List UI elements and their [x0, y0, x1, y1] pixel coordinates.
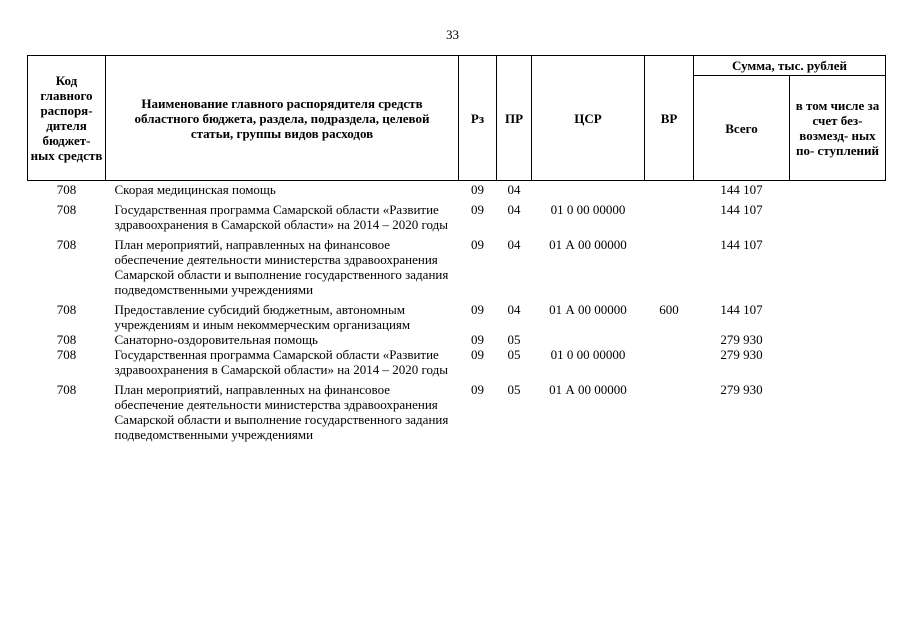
cell-vr [645, 347, 694, 377]
table-row [28, 232, 886, 297]
cell-pr: 04 [507, 302, 521, 317]
cell-vr [645, 232, 694, 297]
cell-csr: 01 А 00 00000 [549, 382, 627, 397]
cell-pr: 05 [507, 332, 521, 347]
cell-name: Санаторно-оздоровительная помощь [114, 332, 318, 347]
header-code: Код главного распоря- дителя бюджет- ных средств [28, 56, 106, 181]
cell-pr: 05 [507, 347, 521, 362]
cell-vr [645, 332, 694, 347]
cell-code: 708 [56, 302, 77, 317]
cell-total: 279 930 [720, 347, 763, 362]
cell-code: 708 [56, 347, 77, 362]
cell-pr: 05 [507, 382, 521, 397]
cell-code: 708 [56, 332, 77, 347]
cell-total: 144 107 [720, 182, 763, 197]
cell-vr: 600 [659, 302, 679, 317]
table-row [28, 347, 886, 377]
header-sum: Сумма, тыс. рублей [694, 56, 886, 76]
cell-rz: 09 [471, 347, 484, 362]
cell-pr: 04 [507, 237, 521, 252]
cell-csr: 01 А 00 00000 [549, 237, 627, 252]
cell-code: 708 [56, 202, 77, 217]
cell-csr: 01 А 00 00000 [549, 302, 627, 317]
table-row [28, 332, 886, 347]
table-body [28, 181, 886, 443]
table-row [28, 181, 886, 198]
cell-total: 144 107 [720, 237, 763, 252]
cell-name: План мероприятий, направленных на финансовое обеспечение деятельности министерства здравоохранения Самарской области и выполнение государственного задания подведомственными учреждениями [114, 237, 449, 297]
cell-rz: 09 [471, 302, 484, 317]
cell-total: 144 107 [720, 302, 763, 317]
cell-name: План мероприятий, направленных на финансовое обеспечение деятельности министерства здравоохранения Самарской области и выполнение государственного задания подведомственными учреждениями [114, 382, 449, 442]
table-row [28, 197, 886, 232]
cell-rz: 09 [471, 332, 484, 347]
cell-rz: 09 [471, 382, 484, 397]
cell-incl [790, 347, 886, 377]
header-vr: ВР [645, 56, 694, 181]
cell-vr [645, 181, 694, 198]
cell-pr: 04 [507, 182, 521, 197]
cell-csr [532, 332, 645, 347]
cell-csr: 01 0 00 00000 [550, 347, 626, 362]
cell-incl [790, 332, 886, 347]
cell-rz: 09 [471, 182, 484, 197]
cell-code: 708 [56, 382, 77, 397]
cell-rz: 09 [471, 202, 484, 217]
cell-name: Скорая медицинская помощь [114, 182, 276, 197]
cell-code: 708 [56, 237, 77, 252]
cell-csr: 01 0 00 00000 [550, 202, 626, 217]
cell-incl [790, 197, 886, 232]
cell-csr [532, 181, 645, 198]
cell-total: 279 930 [720, 382, 763, 397]
cell-total: 144 107 [720, 202, 763, 217]
header-name: Наименование главного распорядителя средств областного бюджета, раздела, подраздела, целевой статьи, группы видов расходов [106, 56, 459, 181]
cell-incl [790, 297, 886, 332]
page-number: 33 [446, 27, 459, 42]
header-incl: в том числе за счет без- возмезд- ных по- ступлений [790, 76, 886, 181]
cell-vr [645, 197, 694, 232]
cell-incl [790, 232, 886, 297]
header-pr: ПР [497, 56, 532, 181]
cell-rz: 09 [471, 237, 484, 252]
cell-vr [645, 377, 694, 442]
budget-table [27, 55, 886, 442]
cell-code: 708 [56, 182, 77, 197]
header-rz: Рз [459, 56, 497, 181]
cell-name: Государственная программа Самарской области «Развитие здравоохранения в Самарской области» на 2014 – 2020 годы [114, 347, 448, 377]
table-row [28, 377, 886, 442]
cell-name: Государственная программа Самарской области «Развитие здравоохранения в Самарской области» на 2014 – 2020 годы [114, 202, 448, 232]
cell-pr: 04 [507, 202, 521, 217]
cell-total: 279 930 [720, 332, 763, 347]
header-total: Всего [694, 76, 790, 181]
header-csr: ЦСР [532, 56, 645, 181]
table-row [28, 297, 886, 332]
cell-incl [790, 377, 886, 442]
cell-incl [790, 181, 886, 198]
cell-name: Предоставление субсидий бюджетным, автономным учреждениям и иным некоммерческим организациям [114, 302, 411, 332]
